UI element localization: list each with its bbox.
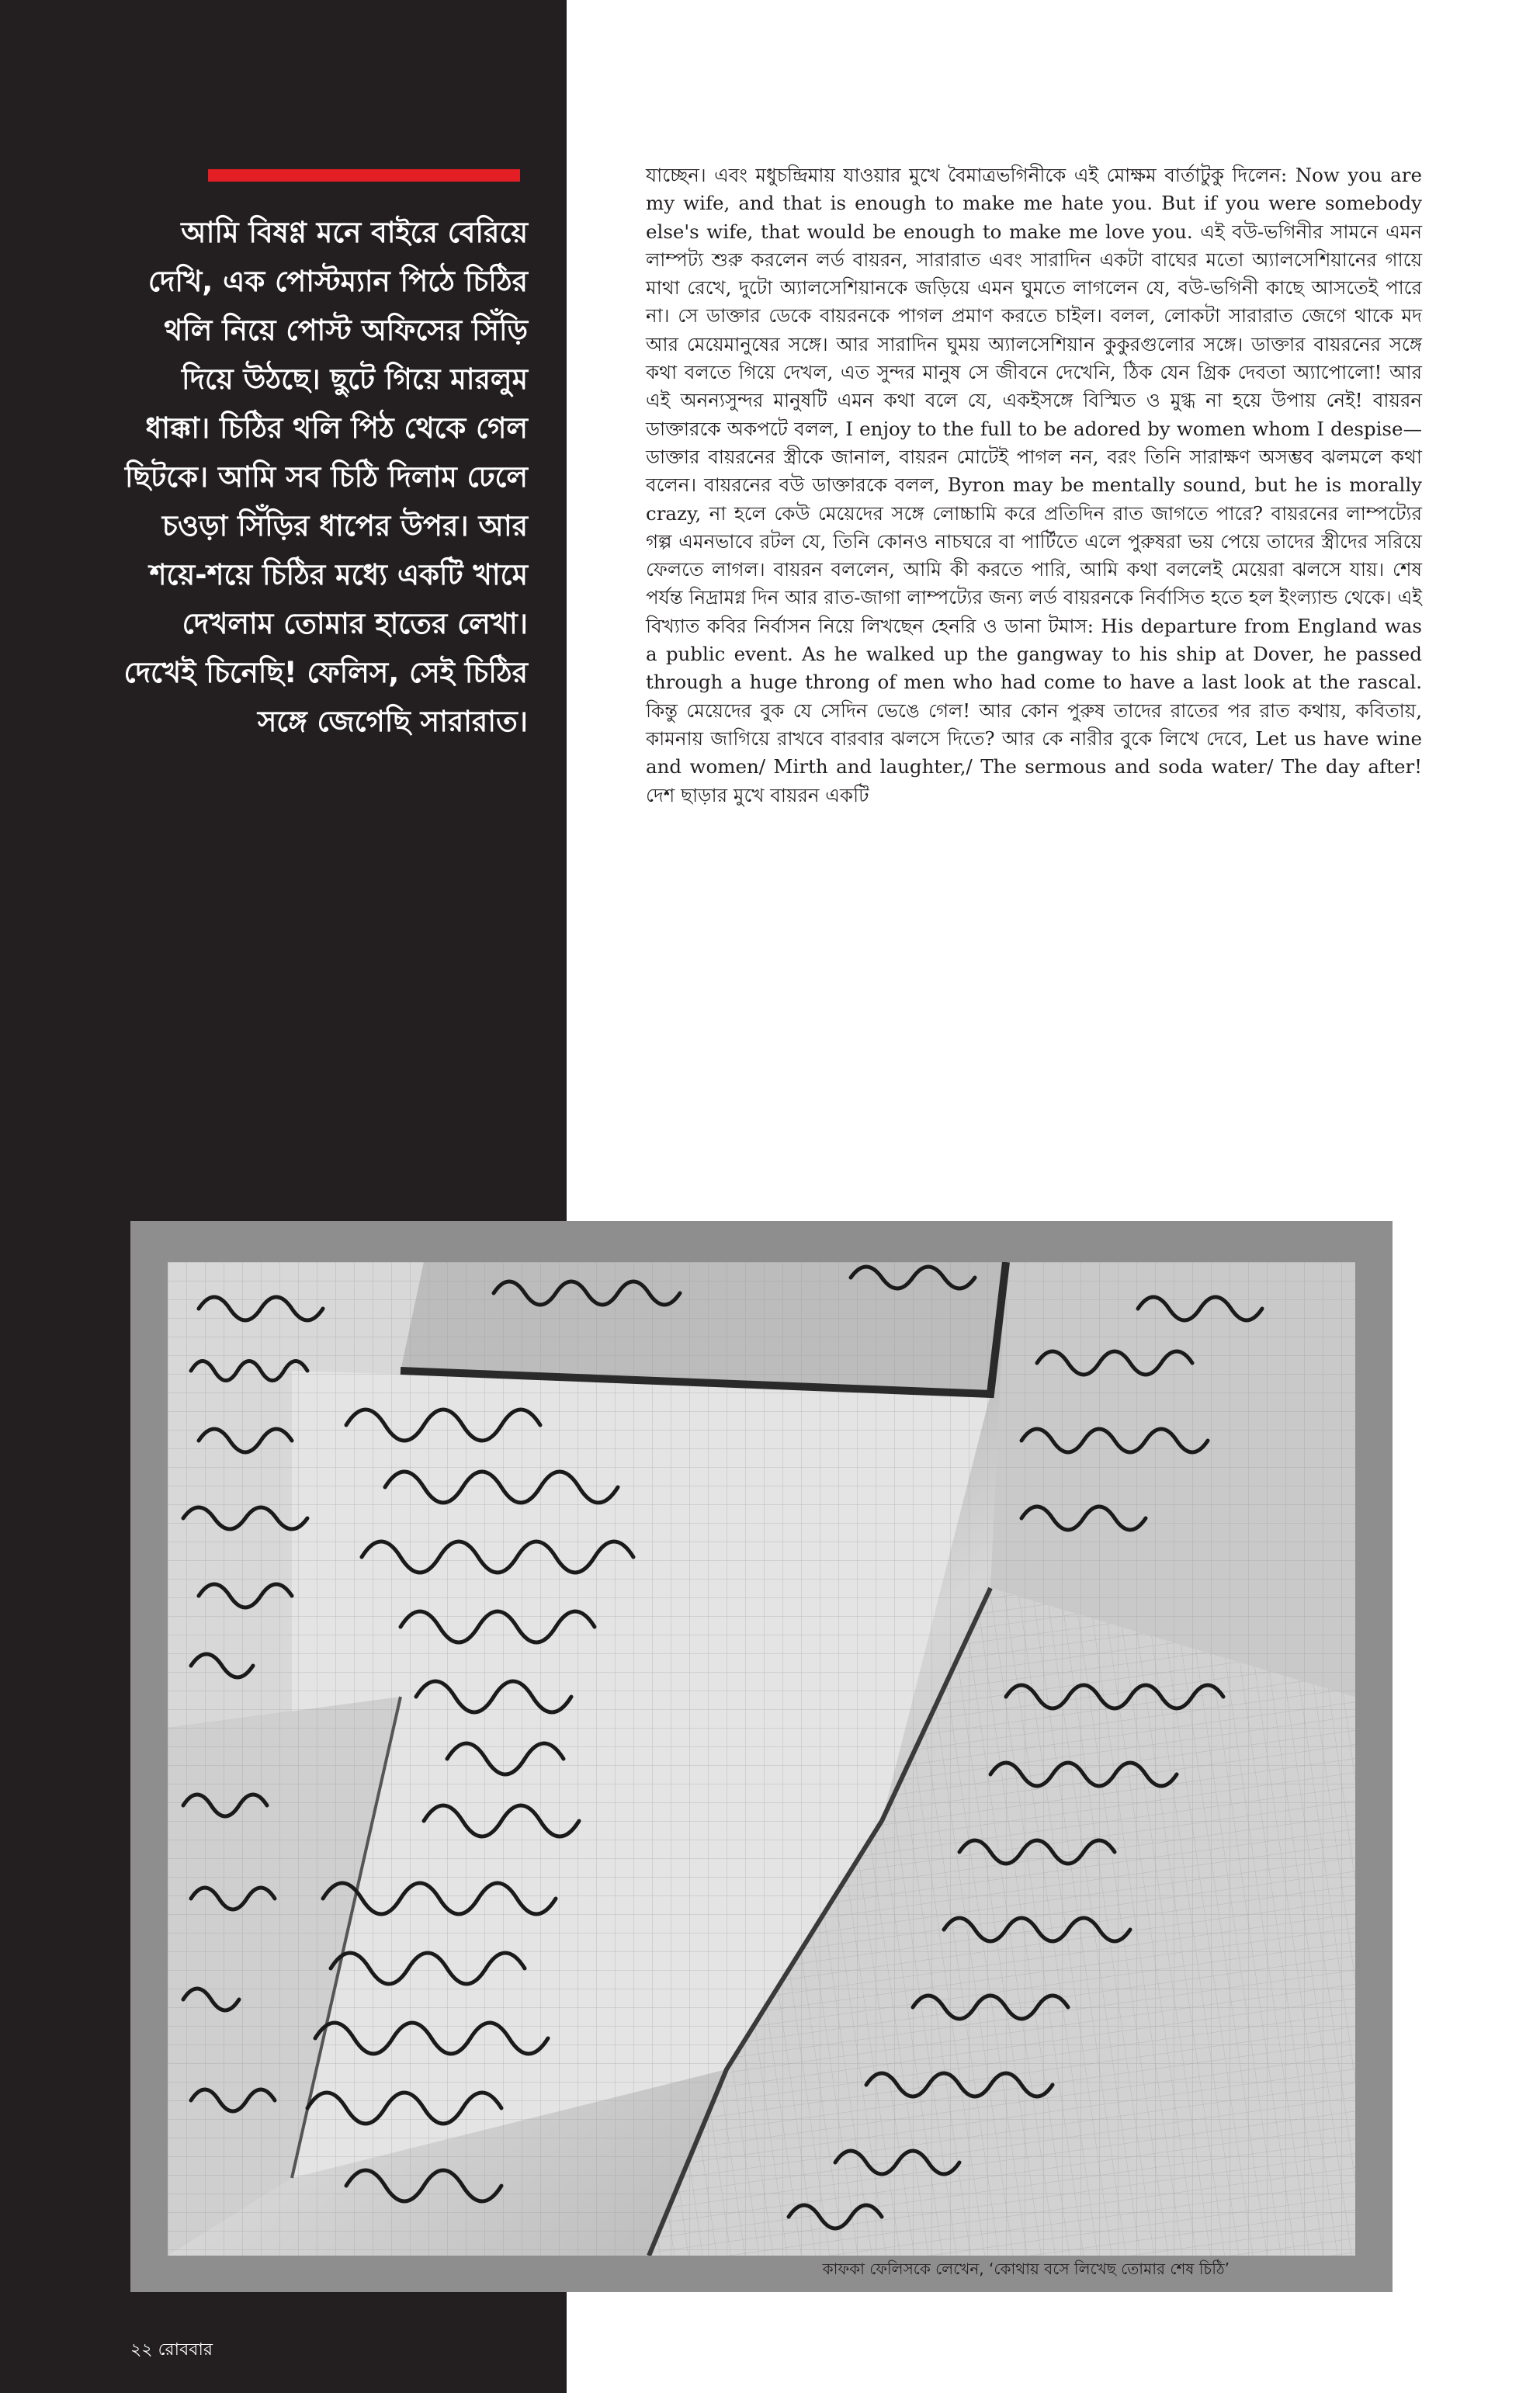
accent-rule (208, 169, 520, 182)
article-body: যাচ্ছেন। এবং মধুচন্দ্রিমায় যাওয়ার মুখে বৈমাত্রভগিনীকে এই মোক্ষম বার্তাটুকু দিলেন: Now you are my wife, and that is enough to make me hate you. But if you were somebody else's wife, that would be enough to make me love you. এই বউ-ভগিনীর সামনে এমন লাম্পট্য শুরু করলেন লর্ড বায়রন, সারারাত এবং সারাদিন একটা বাঘের মতো অ্যালসেশিয়ানের গায়ে মাথা রেখে, দুটো অ্যালসেশিয়ানকে জড়িয়ে এমন ঘুমতে লাগলেন যে, বউ-ভগিনী কাছে আসতেই পারে না। সে ডাক্তার ডেকে বায়রনকে পাগল প্রমাণ করতে চাইল। বলল, লোকটা সারারাত জেগে থাকে মদ আর মেয়েমানুষের সঙ্গে। আর সারাদিন ঘুময় অ্যালসেশিয়ান কুকুরগুলোর সঙ্গে। ডাক্তার বায়রনের সঙ্গে কথা বলতে গিয়ে দেখল, এত সুন্দর মানুষ সে জীবনে দেখেনি, ঠিক যেন গ্রিক দেবতা অ্যাপোলো! আর এই অনন্যসুন্দর মানুষটি এমন কথা বলে যে, একইসঙ্গে বিস্মিত ও মুগ্ধ না হয়ে উপায় নেই! বায়রন ডাক্তারকে অকপটে বলল, I enjoy to the full to be adored by women whom I despise— ডাক্তার বায়রনের স্ত্রীকে জানাল, বায়রন মোটেই পাগল নন, বরং তিনি সারাক্ষণ অসম্ভব ঝলমলে কথা বলেন। বায়রনের বউ ডাক্তারকে বলল, Byron may be mentally sound, but he is morally crazy, না হলে কেউ মেয়েদের সঙ্গে লোচ্চামি করে প্রতিদিন রাত জাগতে পারে? বায়রনের লাম্পট্যের গল্প এমনভাবে রটল যে, তিনি কোনও নাচঘরে বা পার্টিতে এলে পুরুষরা ভয় পেয়ে তাদের স্ত্রীদের সরিয়ে ফেলতে লাগল। বায়রন বললেন, আমি কী করতে পারি, আমি কথা বললেই মেয়েরা ঝলসে যায়। শেষ পর্যন্ত নিদ্রামগ্ন দিন আর রাত-জাগা লাম্পট্যের জন্য লর্ড বায়রনকে নির্বাসিত হতে হল ইংল্যান্ড থেকে। এই বিখ্যাত কবির নির্বাসন নিয়ে লিখছেন হেনরি ও ডানা টমাস: His departure from England was a public event. As he walked up the gangway to his ship at Dover, he passed through a huge throng of men who had come to have a last look at the rascal. কিন্তু মেয়েদের বুক যে সেদিন ভেঙে গেল! আর কোন পুরুষ তাদের রাতের পর রাত কথায়, কবিতায়, কামনায় জাগিয়ে রাখবে বারবার ঝলসে দিতে? আর কে নারীর বুকে লিখে দেবে, Let us have wine and women/ Mirth and laughter,/ The sermous and soda water/ The day after! দেশ ছাড়ার মুখে বায়রন একটি (646, 164, 1422, 806)
figure-caption: কাফকা ফেলিসকে লেখেন, ‘কোথায় বসে লিখেছ তোমার শেষ চিঠি’ (822, 2259, 1230, 2278)
page-number: ২২ রোববার (130, 2340, 213, 2360)
letters-photo (168, 1262, 1355, 2256)
pull-quote: আমি বিষণ্ণ মনে বাইরে বেরিয়ে দেখি, এক পোস্টম্যান পিঠে চিঠির থলি নিয়ে পোস্ট অফিসের সিঁড়ি দিয়ে উঠছে। ছুটে গিয়ে মারলুম ধাক্কা। চিঠির থলি পিঠ থেকে গেল ছিটকে। আমি সব চিঠি দিলাম ঢেলে চওড়া সিঁড়ির ধাপের উপর। আর শয়ে-শয়ে চিঠির মধ্যে একটি খামে দেখলাম তোমার হাতের লেখা। দেখেই চিনেছি! ফেলিস, সেই চিঠির সঙ্গে জেগেছি সারারাত। (123, 216, 528, 738)
